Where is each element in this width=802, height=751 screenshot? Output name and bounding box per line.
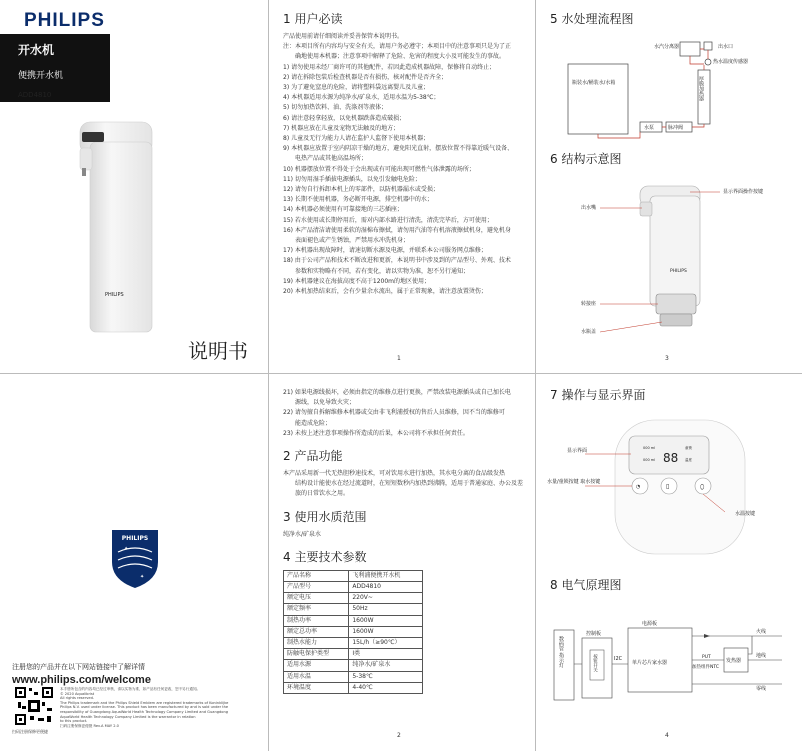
cover-panel bbox=[0, 0, 268, 373]
user-notice-list bbox=[283, 32, 528, 297]
brand-logo: PHILIPS bbox=[24, 10, 105, 31]
text-line: 1) 请勿使用未经厂商许可的其他配件，若因此造成机器故障，保修将自动终止； bbox=[283, 63, 496, 71]
product-logo: PHILIPS bbox=[105, 292, 124, 298]
fold-divider-left bbox=[268, 0, 269, 751]
spec-value: 5-38℃ bbox=[349, 671, 423, 682]
spec-value: 1600W bbox=[349, 626, 423, 637]
fine-print-line: AquaWorld Health Technology Company Limited is the warrantor in relation bbox=[60, 714, 196, 719]
screen-digits: 88 bbox=[663, 451, 679, 465]
outlet-box bbox=[704, 42, 712, 50]
elec-ground-label: 地线 bbox=[756, 653, 767, 659]
text-line: 21) 如果电源线损坏，必须由指定的维修点进行更换，严禁改装电源插头或自己加长电 bbox=[283, 389, 511, 396]
fine-print-line: © 2020 Aqualibrist bbox=[60, 691, 95, 696]
fine-print-line: to this product. bbox=[60, 719, 88, 724]
text-line: 6) 请注意轻拿轻放，以免机器跌落造成破损； bbox=[283, 114, 406, 122]
spec-value: ADD4810 bbox=[349, 582, 423, 593]
water-flow-diagram bbox=[560, 34, 790, 144]
text-line: 5) 切勿加热饮料、油、洗涤剂等液体； bbox=[283, 104, 388, 112]
cover-model: ADD4810 bbox=[18, 91, 52, 99]
spec-value: 飞利浦便携开水机 bbox=[349, 570, 423, 581]
water-source-box bbox=[568, 64, 628, 134]
text-line: 参数和实物略有不同，若有变化，请以实物为准，恕不另行通知； bbox=[295, 267, 470, 275]
shield-text: PHILIPS bbox=[121, 535, 149, 542]
text-line: 22) 请勿擅自拆解维修本机器或交由非飞利浦授权的售后人员维修，因不当的维修可 bbox=[283, 409, 505, 417]
fine-print-line: Philips N.V. used under license. This product has been manufactured by and is sold under the bbox=[60, 705, 229, 710]
text-line: 表面褪色或产生锈蚀，严禁用水冲洗机身； bbox=[295, 237, 410, 245]
spec-key: 环境温度 bbox=[284, 682, 349, 693]
philips-shield-logo bbox=[110, 528, 160, 590]
register-text: 注册您的产品并在以下网站链接中了解详情 bbox=[12, 663, 145, 671]
volume-icon: ◔ bbox=[636, 484, 641, 490]
elec-neutral-label: 零线 bbox=[756, 686, 767, 692]
spec-value: 50Hz bbox=[349, 604, 423, 615]
spec-key: 适用水源 bbox=[284, 660, 349, 671]
legal-fine-print bbox=[60, 687, 265, 728]
function-text bbox=[283, 469, 528, 500]
text-line: 源线，以免导致火灾； bbox=[295, 399, 356, 407]
text-line: 电热产品或其他高温场所； bbox=[295, 155, 368, 163]
struct-outlet-label: 出水嘴 bbox=[580, 205, 596, 211]
spec-key: 产品型号 bbox=[284, 582, 349, 593]
diode-symbol bbox=[704, 634, 710, 638]
page-number: 4 bbox=[665, 732, 669, 739]
section-heading-operation: 7 操作与显示界面 bbox=[550, 388, 646, 402]
section-heading-water-quality: 3 使用水质范围 bbox=[283, 509, 367, 524]
structure-diagram bbox=[560, 176, 790, 346]
text-line: 结构设计能使水在经过流道时，在短短数秒内加热到沸腾，适用于普通家庭、办公及差 bbox=[295, 480, 524, 488]
flow-outlet-label: 出水口 bbox=[718, 44, 734, 50]
spec-key: 适用水温 bbox=[284, 671, 349, 682]
spec-row bbox=[284, 682, 423, 693]
text-line: 18) 由于公司产品和技术不断改进和更新，本说明书中涉及到的产品型号、外观、技术 bbox=[283, 257, 511, 265]
flow-valve-label: 脉冲阀 bbox=[668, 125, 684, 131]
spec-row bbox=[284, 660, 423, 671]
elec-heater-label: 发热器 bbox=[726, 658, 742, 664]
text-line: 10) 机器摆放位置不得处于会出现或有可能出现可燃性气体泄露的场所； bbox=[283, 165, 475, 173]
section-heading-specs: 4 主要技术参数 bbox=[283, 549, 367, 564]
screen-left-1: 000 ml bbox=[643, 446, 656, 450]
text-line: 15) 若水使用或长期停用后，需对内部水路进行清洗，清洗完毕后，方可使用； bbox=[283, 216, 493, 224]
spec-row bbox=[284, 626, 423, 637]
op-temp-label: 水温按键 bbox=[735, 511, 756, 517]
welcome-url[interactable]: www.philips.com/welcome bbox=[12, 674, 151, 686]
op-volume-label: 水量/童锁按键 取水按键 bbox=[547, 479, 601, 485]
structure-logo: PHILIPS bbox=[670, 269, 687, 274]
cover-subtitle: 便携开水机 bbox=[18, 71, 64, 81]
spec-key: 制热水能力 bbox=[284, 638, 349, 649]
text-line: 能造成危险； bbox=[295, 419, 332, 427]
spec-row bbox=[284, 649, 423, 660]
text-line: 14) 本机器必须使用有可靠接地的三芯插座； bbox=[283, 206, 403, 214]
screen-right-2: 温度 bbox=[685, 458, 692, 462]
text-line: 注：本项目所有内容均与安全有关，请用户务必遵守；本项目中的注意事项只是为了正 bbox=[283, 43, 512, 51]
spec-row bbox=[284, 593, 423, 604]
flow-heater-label: 厚膜加热器 bbox=[698, 76, 704, 101]
text-line: 7) 机器应放在儿童及宠物无法触及的地方； bbox=[283, 124, 400, 132]
elec-touch-label: 按钮开关 bbox=[592, 654, 598, 672]
spec-key: 额定总功率 bbox=[284, 626, 349, 637]
section-heading-user-notice: 1 用户必读 bbox=[283, 12, 343, 26]
thermometer-icon: ▯ bbox=[666, 483, 670, 490]
op-display-label: 显示界面 bbox=[567, 448, 588, 454]
qr-caption: 扫码注册保修更便捷 bbox=[12, 729, 48, 734]
elec-i2c-label: I2C bbox=[614, 656, 623, 662]
svg-text:✦: ✦ bbox=[124, 546, 129, 552]
display-board-box bbox=[554, 630, 574, 700]
text-line: 23) 未按上述注意事项操作所造成的后果，本公司将不承担任何责任。 bbox=[283, 429, 469, 437]
product-image bbox=[60, 118, 170, 338]
spec-row bbox=[284, 638, 423, 649]
elec-mcu-label: 单片芯片家水器 bbox=[632, 660, 668, 666]
spec-row bbox=[284, 615, 423, 626]
text-line: 17) 本机器出现故障时，请速切断水源及电源，并联系本公司服务网点维修； bbox=[283, 247, 487, 255]
water-quality-text: 纯净水/矿泉水 bbox=[283, 530, 322, 538]
droplet-icon: ⬯ bbox=[700, 483, 705, 491]
elec-live-label: 火线 bbox=[756, 629, 767, 635]
cover-title: 开水机 bbox=[18, 43, 55, 57]
section-heading-electrical: 8 电气原理图 bbox=[550, 578, 622, 592]
page-4 bbox=[550, 388, 795, 408]
spec-value: 1600W bbox=[349, 615, 423, 626]
spec-key: 额定电压 bbox=[284, 593, 349, 604]
text-line: 3) 为了避免窒息的危险，请将塑料袋远离婴儿及儿童； bbox=[283, 84, 430, 92]
text-line: 确地使用本机器；注意事项中解释了危险、危害的程度大小及可能发生的事故。 bbox=[295, 53, 506, 61]
electrical-section bbox=[550, 578, 795, 598]
fine-print-line: responsibility of Guangdong AquaWorld Health Technology Company Limited and Guangdong bbox=[60, 709, 229, 714]
page-2 bbox=[283, 388, 528, 694]
fine-print-line: The Philips trademark and the Philips Shield Emblem are registered trademarks of Koninklijke bbox=[60, 700, 229, 705]
text-line: 13) 长期不使用机器，务必断开电源，排空机器中的水； bbox=[283, 196, 433, 204]
text-line: 8) 儿童及无行为能力人请在监护人监督下使用本机器； bbox=[283, 135, 430, 143]
section-heading-water-flow: 5 水处理流程图 bbox=[550, 12, 634, 26]
fine-print-line: All rights reserved. bbox=[60, 696, 94, 701]
page-number: 2 bbox=[397, 732, 401, 739]
struct-tank-label: 水瓶盖 bbox=[580, 329, 596, 335]
section-heading-function: 2 产品功能 bbox=[283, 449, 343, 464]
svg-text:✦: ✦ bbox=[140, 574, 145, 580]
spec-key: 防触电保护类型 bbox=[284, 649, 349, 660]
manual-label: 说明书 bbox=[188, 339, 248, 363]
flow-sensor-label: 热水温度传感器 bbox=[713, 59, 749, 65]
spec-row bbox=[284, 604, 423, 615]
text-line: 12) 请勿自行拆卸本机上的零部件，以防机器漏水或受损； bbox=[283, 186, 439, 194]
spec-value: 15L/h（≥90℃） bbox=[349, 638, 423, 649]
control-panel-diagram bbox=[545, 412, 795, 562]
elec-control-label: 控制板 bbox=[586, 631, 602, 637]
elec-display-label: 数码管 指示灯 bbox=[558, 636, 564, 668]
struct-base-label: 转接座 bbox=[580, 301, 596, 307]
registration-block bbox=[12, 662, 262, 686]
fold-divider-middle bbox=[0, 373, 802, 374]
spec-key: 产品名称 bbox=[284, 570, 349, 581]
text-line: 11) 切勿用湿手插拔电源插头，以免引发触电危险； bbox=[283, 175, 421, 183]
spec-key: 额定频率 bbox=[284, 604, 349, 615]
sensor-icon bbox=[705, 59, 711, 65]
qr-code[interactable] bbox=[14, 686, 54, 726]
elec-power-label: 电源板 bbox=[642, 621, 658, 627]
page-number: 1 bbox=[397, 355, 401, 362]
text-line: 20) 本机加热结束后，会有少量余水流出，属于正常现象，请注意放置烫伤； bbox=[283, 288, 487, 296]
page-number: 3 bbox=[665, 355, 669, 362]
splitter-box bbox=[680, 42, 700, 56]
page-1 bbox=[283, 12, 528, 297]
text-line: 旅的日常饮水之用。 bbox=[295, 490, 350, 498]
spec-value: 纯净水/矿泉水 bbox=[349, 660, 423, 671]
spec-row bbox=[284, 570, 423, 581]
text-line: 本产品采用新一代无热胆秒速技术，可对饮用水进行加热，其水电分离的食品级发热 bbox=[283, 470, 506, 478]
spec-value: Ⅰ类 bbox=[349, 649, 423, 660]
text-line: 9) 本机器应放置于室内阴凉干燥的地方，避免阳光直射，摆放位置不得靠近暖气设备、 bbox=[283, 145, 514, 153]
screen-right-1: 童锁 bbox=[685, 446, 692, 450]
text-line: 2) 请在拆除包装后检查机器是否有损伤，核对配件是否齐全； bbox=[283, 73, 448, 81]
spec-key: 制热功率 bbox=[284, 615, 349, 626]
text-line: 19) 本机器建议在海拔高度不高于1200m的地区使用； bbox=[283, 277, 430, 285]
structure-section bbox=[550, 152, 795, 172]
screen-left-2: 000 ml bbox=[643, 458, 656, 462]
fine-print-line: 本手册所包含的内容均已经过审核，请以实物为准，如产品有任何更改，恕不另行通知。 bbox=[60, 687, 201, 691]
spec-table bbox=[283, 570, 423, 694]
text-line: 4) 本机器适用水源为纯净水/矿泉水，适用水温为5-38℃； bbox=[283, 94, 440, 102]
fine-print-line: 扫码注册保修更便捷 Rev.A MAY 2.0 bbox=[60, 723, 119, 728]
electrical-schematic bbox=[552, 614, 797, 714]
elec-put-label: PUT bbox=[702, 655, 711, 660]
spec-value: 220V~ bbox=[349, 593, 423, 604]
user-notice-continued bbox=[283, 388, 528, 439]
text-line: 16) 本产品清洁请使用柔软的湿棉布擦拭，请勿用汽油等有机溶液擦拭机身，避免机身 bbox=[283, 226, 511, 234]
flow-splitter-label: 水汽分离器 bbox=[654, 44, 680, 50]
fold-divider-right bbox=[535, 0, 536, 751]
struct-display-label: 显示界面操作按键 bbox=[723, 189, 764, 195]
flow-source-label: 瓶装水/桶装水/水箱 bbox=[572, 80, 616, 86]
elec-ntc-label: 加热组件NTC bbox=[692, 665, 719, 670]
text-line: 产品使用前请仔细阅读并妥善保管本说明书。 bbox=[283, 33, 404, 40]
spec-row bbox=[284, 671, 423, 682]
spec-value: 4-40℃ bbox=[349, 682, 423, 693]
page-3 bbox=[550, 12, 795, 32]
spec-row bbox=[284, 582, 423, 593]
flow-pump-label: 水泵 bbox=[644, 125, 655, 131]
section-heading-structure: 6 结构示意图 bbox=[550, 152, 622, 166]
